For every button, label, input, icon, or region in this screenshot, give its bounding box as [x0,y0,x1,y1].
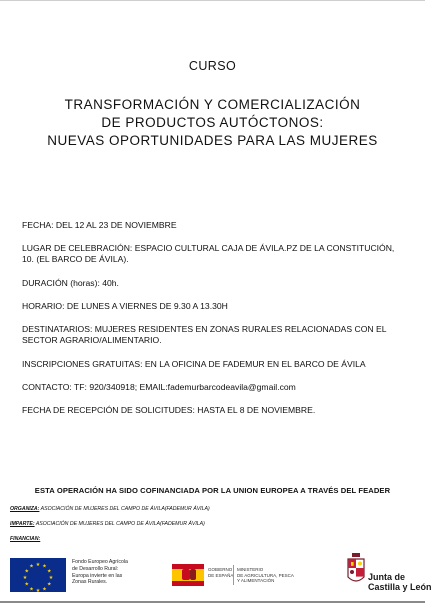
spain-crest-icon [170,561,206,589]
detail-value: MUJERES RESIDENTES EN ZONAS RURALES RELACIONADAS CON EL SECTOR AGRARIO/ALIMENTARIO. [22,324,389,345]
eu-fund-line: Zonas Rurales. [72,579,108,586]
svg-text:★: ★ [24,568,29,575]
svg-text:★: ★ [35,562,41,568]
svg-text:★: ★ [47,581,52,588]
detail-value: DEL 12 AL 23 DE NOVIEMBRE [55,220,177,230]
detail-label: LUGAR DE CELEBRACIÓN: [22,243,135,253]
detail-value: TF: 920/340918; EMAIL:fademurbarcodeavila@gmail.com [74,382,296,392]
ministerio-text [237,567,294,584]
junta-castilla-leon-text [368,572,432,592]
detail-label: FECHA DE RECEPCIÓN DE SOLICITUDES: [22,405,198,415]
junta-line: Junta de [368,572,406,582]
detail-value: 40h. [102,278,119,288]
detail-label: DESTINATARIOS: [22,324,95,334]
financian-line [10,536,40,542]
imparte-line [10,521,205,527]
feder-notice: ESTA OPERACIÓN HA SIDO COFINANCIADA POR LA UNION EUROPEA A TRAVÉS DEL FEADER [34,486,391,495]
svg-text:★: ★ [22,575,28,581]
detail-schedule [22,301,407,312]
financian-label: FINANCIAN: [10,536,41,542]
detail-value: HASTA EL 8 DE NOVIEMBRE. [197,405,316,415]
detail-value: DE LUNES A VIERNES DE 9.30 A 13.30H [66,301,228,311]
detail-label: FECHA: [22,220,56,230]
detail-contact [22,382,407,393]
eu-fund-text [72,559,128,586]
gobierno-line: GOBIERNO [208,567,233,572]
svg-text:★: ★ [42,586,47,593]
title-line: TRANSFORMACIÓN Y COMERCIALIZACIÓN [64,97,361,112]
title-line: DE PRODUCTOS AUTÓCTONOS: [101,115,324,130]
imparte-label: IMPARTE: [10,521,35,527]
detail-label: HORARIO: [22,301,67,311]
detail-deadline [22,405,407,416]
funder-logos [0,548,432,600]
eu-fund-line: de Desarrollo Rural: [72,565,119,572]
top-border [0,0,425,1]
detail-value: EN LA OFICINA DE FADEMUR EN EL BARCO DE ÁVILA [144,359,366,369]
gobierno-line: DE ESPAÑA [208,572,234,578]
junta-line: Castilla y León [368,582,432,592]
detail-value: ESPACIO CULTURAL CAJA DE ÁVILA.PZ DE LA CONSTITUCIÓN, 10. (EL BARCO DE ÁVILA). [22,243,397,264]
eu-fund-line: Fondo Europeo Agrícola [72,559,128,565]
detail-audience [22,324,407,346]
svg-text:★: ★ [42,563,47,570]
ministerio-line: DE AGRICULTURA, PESCA [237,572,294,578]
detail-location [22,243,407,265]
detail-label: INSCRIPCIONES GRATUITAS: [22,359,145,369]
gobierno-text [208,567,233,578]
svg-text:★: ★ [48,575,54,581]
course-kicker: CURSO [188,59,237,73]
eu-flag-icon [10,558,66,592]
title-line: NUEVAS OPORTUNIDADES PARA LAS MUJERES [47,133,378,148]
svg-text:★: ★ [35,588,41,594]
detail-duration [22,278,407,289]
svg-text:★: ★ [29,586,34,593]
course-title [0,96,425,150]
svg-text:★: ★ [47,568,52,575]
castilla-leon-crest-icon [345,553,367,589]
logo-divider [233,565,234,585]
svg-text:★: ★ [24,581,29,588]
ministerio-line: MINISTERIO [237,567,264,572]
detail-registration [22,359,407,370]
detail-date [22,220,407,231]
ministerio-line: Y ALIMENTACIÓN [237,578,275,584]
organiza-label: ORGANIZA: [10,506,40,512]
detail-label: DURACIÓN (horas): [22,278,103,288]
eu-fund-line: Europa invierte en las [72,572,123,579]
svg-text:★: ★ [29,563,34,570]
detail-label: CONTACTO: [22,382,75,392]
imparte-value: ASOCIACIÓN DE MUJERES DEL CAMPO DE ÁVILA(FADEMUR ÁVILA) [34,521,205,527]
organiza-value: ASOCIACIÓN DE MUJERES DEL CAMPO DE ÁVILA(FADEMUR ÁVILA) [39,506,210,512]
organiza-line [10,506,210,512]
